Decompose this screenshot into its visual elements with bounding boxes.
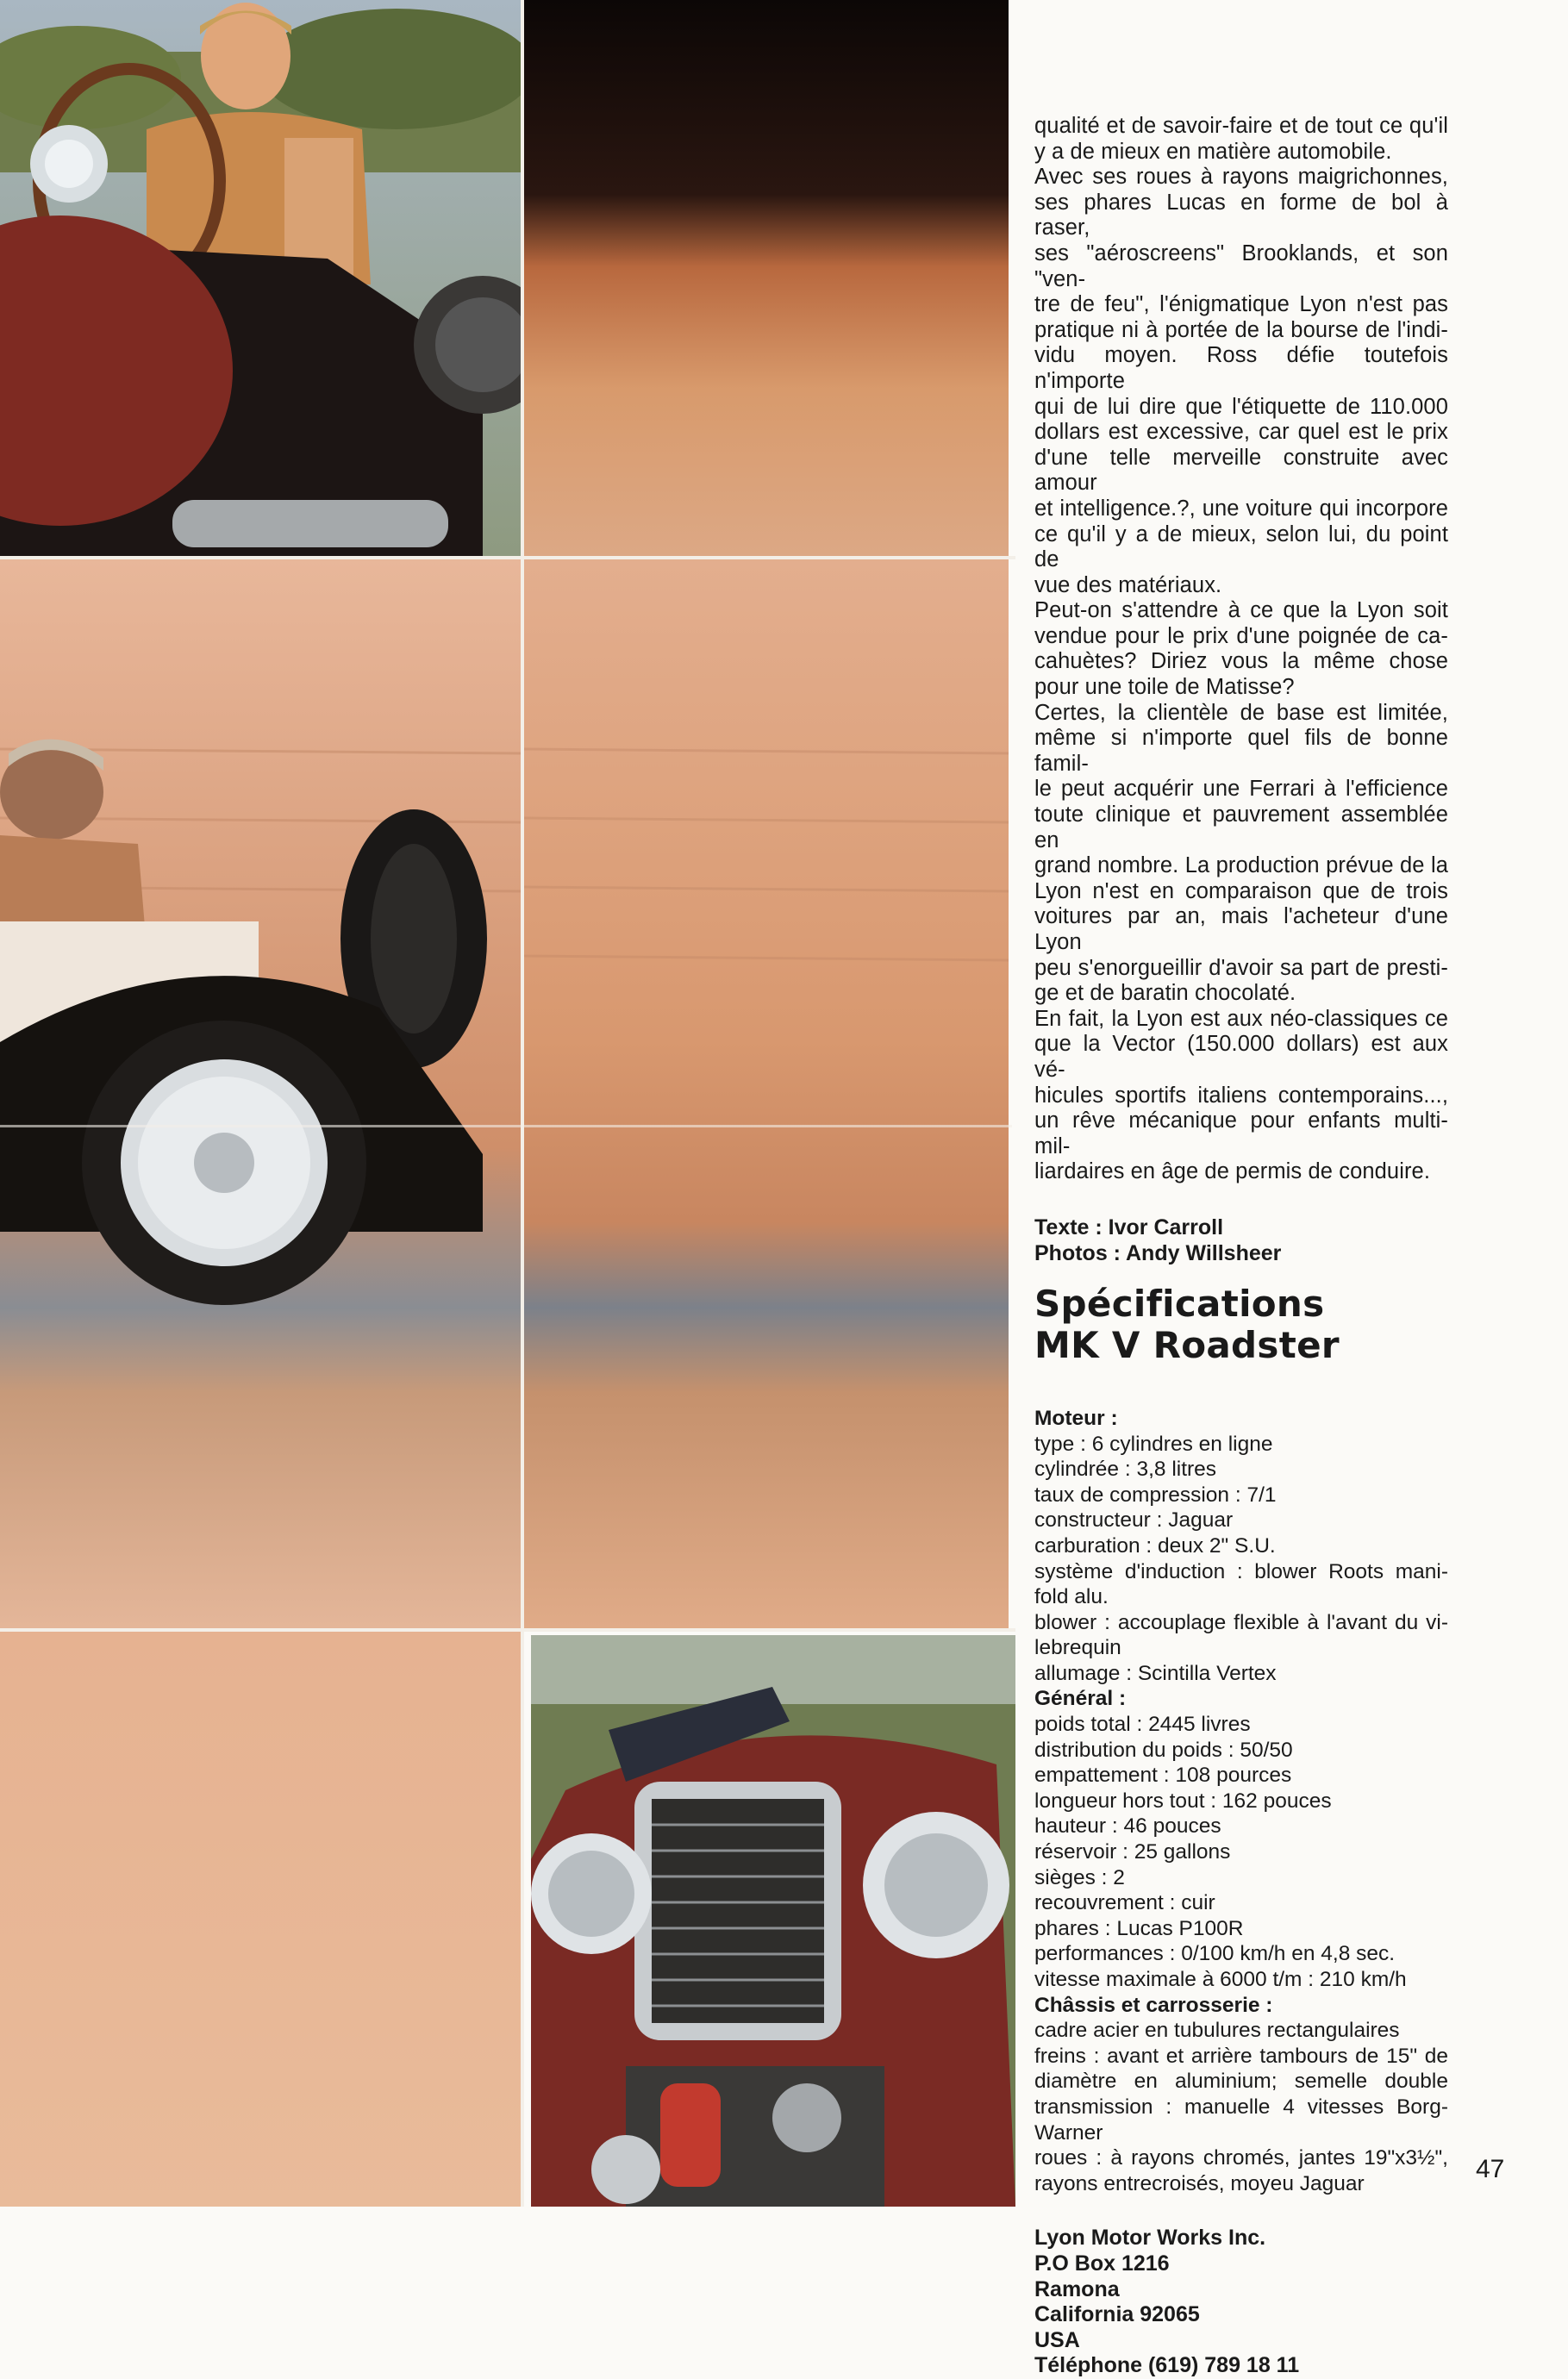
article-line: vue des matériaux. — [1034, 572, 1222, 597]
spec-row: système d'induction : blower Roots mani- — [1034, 1559, 1448, 1583]
photo-grid-divider — [0, 1125, 521, 1127]
spec-row: fold alu. — [1034, 1585, 1109, 1609]
article-line: même si n'importe quel fils de bonne famil- — [1034, 726, 1448, 776]
spec-row: rayons entrecroisés, moyeu Jaguar — [1034, 2171, 1365, 2195]
article-line: tre de feu", l'énigmatique Lyon n'est pas — [1034, 292, 1448, 317]
spec-row: carburation : deux 2" S.U. — [1034, 1533, 1276, 1558]
address-line: USA — [1034, 2327, 1080, 2352]
text-column — [1034, 114, 1448, 2379]
spec-row: roues : à rayons chromés, jantes 19"x3½", — [1034, 2146, 1448, 2170]
spec-section-heading: Châssis et carrosserie : — [1034, 1993, 1273, 2017]
article-line: Certes, la clientèle de base est limitée, — [1034, 700, 1448, 725]
address-line: P.O Box 1216 — [1034, 2251, 1170, 2276]
spec-row: performances : 0/100 km/h en 4,8 sec. — [1034, 1942, 1396, 1966]
specs-list — [1034, 1406, 1448, 2196]
photo-driver-top-left — [0, 0, 521, 556]
spec-row: cadre acier en tubulures rectangulaires — [1034, 2019, 1400, 2043]
spec-title-line2: MK V Roadster — [1034, 1323, 1340, 1366]
spec-row: hauteur : 46 pouces — [1034, 1814, 1221, 1839]
article-line: liardaires en âge de permis de conduire. — [1034, 1159, 1431, 1184]
spec-row: distribution du poids : 50/50 — [1034, 1738, 1293, 1762]
credits — [1034, 1214, 1448, 1266]
spec-row: réservoir : 25 gallons — [1034, 1840, 1231, 1864]
photo-car-front-grille — [531, 1635, 1015, 2207]
article-line: que la Vector (150.000 dollars) est aux vé- — [1034, 1032, 1448, 1082]
address-line: Lyon Motor Works Inc. — [1034, 2226, 1266, 2251]
article-line: Lyon n'est en comparaison que de trois — [1034, 878, 1448, 903]
spec-row: longueur hors tout : 162 pouces — [1034, 1789, 1332, 1813]
spec-row: type : 6 cylindres en ligne — [1034, 1432, 1273, 1456]
spec-row: empattement : 108 pources — [1034, 1764, 1292, 1788]
spec-section-heading: Moteur : — [1034, 1406, 1118, 1430]
spec-row: blower : accouplage flexible à l'avant du vi- — [1034, 1610, 1448, 1634]
article-line: ce qu'il y a de mieux, selon lui, du point de — [1034, 521, 1448, 572]
spec-row: cylindrée : 3,8 litres — [1034, 1458, 1217, 1482]
article-line: dollars est excessive, car quel est le prix — [1034, 420, 1448, 445]
spec-row: allumage : Scintilla Vertex — [1034, 1661, 1277, 1685]
article-line: ge et de baratin chocolaté. — [1034, 981, 1296, 1006]
photo-car-motion-left — [0, 559, 521, 1628]
article-line: qui de lui dire que l'étiquette de 110.000 — [1034, 394, 1448, 419]
address-line: California 92065 — [1034, 2302, 1200, 2327]
article-line: et intelligence.?, une voiture qui incorpore — [1034, 496, 1448, 521]
article-line: cahuètes? Diriez vous la même chose — [1034, 649, 1448, 674]
article-line: hicules sportifs italiens contemporains..., — [1034, 1083, 1448, 1108]
article-line: le peut acquérir une Ferrari à l'efficience — [1034, 777, 1448, 802]
address-line: Ramona — [1034, 2276, 1120, 2301]
article-line: En fait, la Lyon est aux néo-classiques ce — [1034, 1006, 1448, 1031]
photo-grid-divider — [524, 1125, 1012, 1127]
spec-row: vitesse maximale à 6000 t/m : 210 km/h — [1034, 1968, 1407, 1991]
spec-row: Warner — [1034, 2120, 1103, 2145]
article-line: Peut-on s'attendre à ce que la Lyon soit — [1034, 598, 1448, 623]
address-block — [1034, 2226, 1448, 2379]
spec-title — [1034, 1283, 1448, 1366]
spec-row: taux de compression : 7/1 — [1034, 1483, 1277, 1507]
spec-row: recouvrement : cuir — [1034, 1891, 1215, 1915]
spec-row: transmission : manuelle 4 vitesses Borg- — [1034, 2095, 1448, 2119]
article-line: pratique ni à portée de la bourse de l'indi- — [1034, 317, 1448, 342]
photo-grid-divider — [521, 0, 524, 2207]
spec-row: phares : Lucas P100R — [1034, 1916, 1244, 1940]
article-line: voitures par an, mais l'acheteur d'une Lyon — [1034, 904, 1448, 954]
article-line: ses phares Lucas en forme de bol à raser, — [1034, 190, 1448, 240]
article-line: grand nombre. La production prévue de la — [1034, 853, 1448, 878]
spec-section-heading: Général : — [1034, 1687, 1127, 1711]
credit-text: Texte : Ivor Carroll — [1034, 1214, 1224, 1239]
spec-row: poids total : 2445 livres — [1034, 1713, 1251, 1737]
photo-track-bottom-left — [0, 1632, 521, 2207]
address-line: Téléphone (619) 789 18 11 — [1034, 2353, 1300, 2378]
article-line: vidu moyen. Ross défie toutefois n'importe — [1034, 343, 1448, 393]
article-line: pour une toile de Matisse? — [1034, 675, 1295, 700]
photo-grid-divider — [0, 556, 1015, 559]
spec-row: lebrequin — [1034, 1636, 1121, 1660]
photo-track-top-middle — [524, 0, 1009, 556]
article-line: peu s'enorgueillir d'avoir sa part de presti- — [1034, 955, 1448, 980]
photo-track-blur-right — [524, 559, 1009, 1628]
spec-row: freins : avant et arrière tambours de 15" de — [1034, 2044, 1448, 2068]
spec-row: sièges : 2 — [1034, 1865, 1125, 1889]
article-body — [1034, 114, 1448, 1185]
article-line: un rêve mécanique pour enfants multi-mil- — [1034, 1108, 1448, 1158]
spec-row: constructeur : Jaguar — [1034, 1508, 1234, 1533]
article-line: qualité et de savoir-faire et de tout ce qu'il — [1034, 114, 1448, 138]
spec-title-line1: Spécifications — [1034, 1282, 1325, 1325]
article-line: d'une telle merveille construite avec amour — [1034, 445, 1448, 496]
article-line: Avec ses roues à rayons maigrichonnes, — [1034, 165, 1448, 190]
article-line: vendue pour le prix d'une poignée de ca- — [1034, 623, 1448, 648]
photo-grid-divider — [0, 1628, 1015, 1632]
credit-photos: Photos : Andy Willsheer — [1034, 1240, 1282, 1265]
article-line: toute clinique et pauvrement assemblée en — [1034, 802, 1448, 852]
article-line: y a de mieux en matière automobile. — [1034, 139, 1392, 164]
spec-row: diamètre en aluminium; semelle double — [1034, 2070, 1448, 2094]
page-number: 47 — [1476, 2155, 1505, 2183]
article-line: ses "aéroscreens" Brooklands, et son "ven- — [1034, 240, 1448, 291]
